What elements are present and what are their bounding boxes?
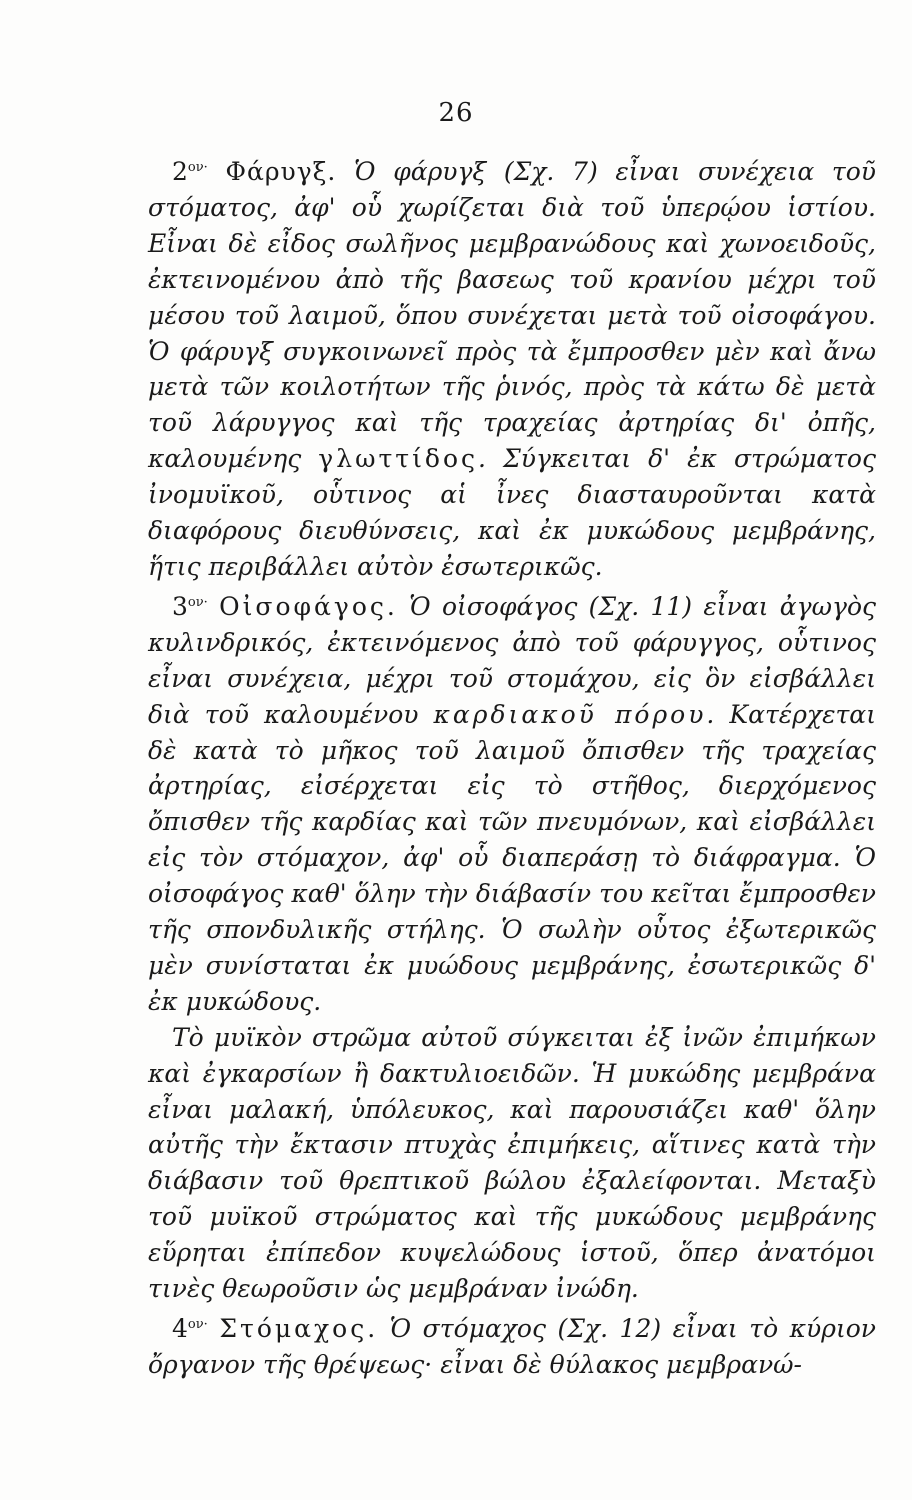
term-cardiac-pore: καρδιακοῦ πόρου — [433, 699, 707, 729]
section-title: Οἰσοφάγος. — [219, 591, 398, 621]
section-esophagus — [148, 585, 876, 1020]
section-text-cont: . Κατέρχεται δὲ κατὰ τὸ μῆκος τοῦ λαιμοῦ ὄπισθεν τῆς τραχείας ἀρτηρίας, εἰσέρχεται εἰς τὸ στῆθος, διερχόμενος ὄπισθεν τῆς καρδίας καὶ τῶν πνευμόνων, καὶ εἰσβάλλει εἰς τὸν στόμαχον, ἀφ' οὗ διαπεράσῃ τὸ διάφραγμα. Ὁ οἰσοφάγος καθ' ὅλην τὴν διάβασίν του κεῖται ἔμπροσθεν τῆς σπονδυλικῆς στήλης. Ὁ σωλὴν οὗτος ἐξωτερικῶς μὲν συνίσταται ἐκ μυώδους μεμβράνης, ἐσωτερικῶς δ' ἐκ μυκώδους. — [148, 699, 876, 1016]
body-text — [148, 150, 876, 1383]
section-number: $3^{o\nu\cdot}$ — [172, 591, 208, 621]
section-number: $2^{o\nu\cdot}$ — [172, 157, 208, 186]
term-glottis: γλωττίδος — [318, 444, 479, 474]
section-title: Φάρυγξ. — [225, 157, 337, 186]
section-text-cont: . Σύγκειται δ' ἐκ στρώματος ἰνομυϊκοῦ, οὗτινος αἱ ἶνες διασταυροῦνται κατὰ διαφόρους διευθύνσεις, καὶ ἐκ μυκώδους μεμβράνης, ἥτις περιβάλλει αὐτὸν ἐσωτερικῶς. — [148, 444, 876, 581]
page-number: 26 — [438, 98, 474, 128]
section-text: Ὁ οἰσοφάγος (Σχ. 11) εἶναι ἀγωγὸς κυλινδρικός, ἐκτεινόμενος ἀπὸ τοῦ φάρυγγος, οὗτινος εἶναι συνέχεια, μέχρι τοῦ στομάχου, εἰς ὃν εἰσβάλλει διὰ τοῦ καλουμένου — [148, 591, 876, 729]
section-text: Ὁ φάρυγξ (Σχ. 7) εἶναι συνέχεια τοῦ στόματος, ἀφ' οὗ χωρίζεται διὰ τοῦ ὑπερῴου ἱστίου. Εἶναι δὲ εἶδος σωλῆνος μεμβρανώδους καὶ χωνοειδοῦς, ἐκτεινομένου ἀπὸ τῆς βασεως τοῦ κρανίου μέχρι τοῦ μέσου τοῦ λαιμοῦ, ὅπου συνέχεται μετὰ τοῦ οἰσοφάγου. Ὁ φάρυγξ συγκοινωνεῖ πρὸς τὰ ἔμπροσθεν μὲν καὶ ἄνω μετὰ τῶν κοιλοτήτων τῆς ῥινός, πρὸς τὰ κάτω δὲ μετὰ τοῦ λάρυγγος καὶ τῆς τραχείας ἀρτηρίας δι' ὀπῆς, καλουμένης — [148, 157, 876, 474]
section-stomach — [148, 1307, 876, 1383]
section-pharynx — [148, 150, 876, 585]
paragraph-muscle-layer: Τὸ μυϊκὸν στρῶμα αὐτοῦ σύγκειται ἐξ ἰνῶν ἐπιμήκων καὶ ἐγκαρσίων ἢ δακτυλιοειδῶν. Ἡ μυκώδης μεμβράνα εἶναι μαλακή, ὑπόλευκος, καὶ παρουσιάζει καθ' ὅλην αὐτῆς τὴν ἔκτασιν πτυχὰς ἐπιμήκεις, αἵτινες κατὰ τὴν διάβασιν τοῦ θρεπτικοῦ βώλου ἐξαλείφονται. Μεταξὺ τοῦ μυϊκοῦ στρώματος καὶ τῆς μυκώδους μεμβράνης εὕρηται ἐπίπεδον κυψελώδους ἱστοῦ, ὅπερ ἀνατόμοι τινὲς θεωροῦσιν ὡς μεμβράναν ἰνώδη. — [148, 1022, 876, 1304]
section-title: Στόμαχος. — [219, 1314, 379, 1343]
section-text: Ὁ στόμαχος (Σχ. 12) εἶναι τὸ κύριον ὄργανον τῆς θρέψεως· εἶναι δὲ θύλακος μεμβρανώ- — [148, 1314, 876, 1379]
section-number: $4^{o\nu\cdot}$ — [172, 1314, 208, 1343]
